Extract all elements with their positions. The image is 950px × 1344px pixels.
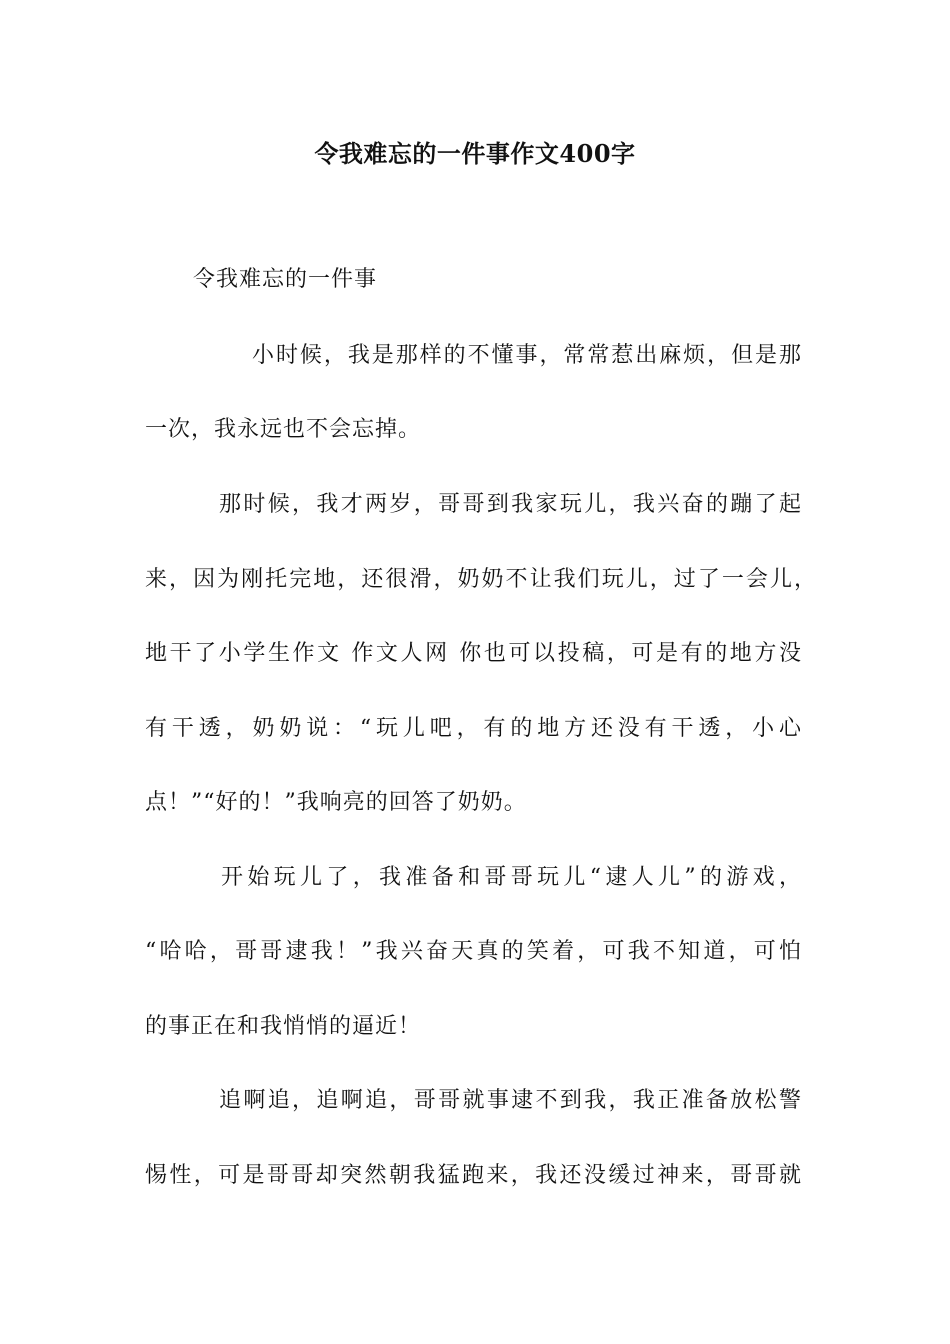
paragraph-line: 地干了小学生作文 作文人网 你也可以投稿，可是有的地方没: [145, 641, 802, 666]
paragraph-line: 开始玩儿了，我准备和哥哥玩儿“逮人儿”的游戏，: [221, 865, 802, 890]
paragraph-line: “哈哈，哥哥逮我！”我兴奋天真的笑着，可我不知道，可怕: [145, 939, 802, 964]
paragraph-line: 小时候，我是那样的不懂事，常常惹出麻烦，但是那: [252, 343, 802, 368]
paragraph-line: 有干透，奶奶说：“玩儿吧，有的地方还没有干透，小心: [145, 716, 802, 741]
paragraph-line: 点！”“好的！”我响亮的回答了奶奶。: [145, 790, 527, 815]
document-title: 令我难忘的一件事作文400字: [314, 139, 636, 168]
paragraph-line: 来，因为刚托完地，还很滑，奶奶不让我们玩儿，过了一会儿，: [145, 567, 817, 592]
section-heading: 令我难忘的一件事: [193, 267, 378, 292]
paragraph-line: 一次，我永远也不会忘掉。: [145, 417, 422, 442]
paragraph-line: 追啊追，追啊追，哥哥就事逮不到我，我正准备放松警: [219, 1088, 802, 1113]
paragraph-line: 那时候，我才两岁，哥哥到我家玩儿，我兴奋的蹦了起: [219, 492, 802, 517]
paragraph-line: 惕性，可是哥哥却突然朝我猛跑来，我还没缓过神来，哥哥就: [145, 1163, 802, 1188]
paragraph-line: 的事正在和我悄悄的逼近！: [145, 1014, 422, 1039]
